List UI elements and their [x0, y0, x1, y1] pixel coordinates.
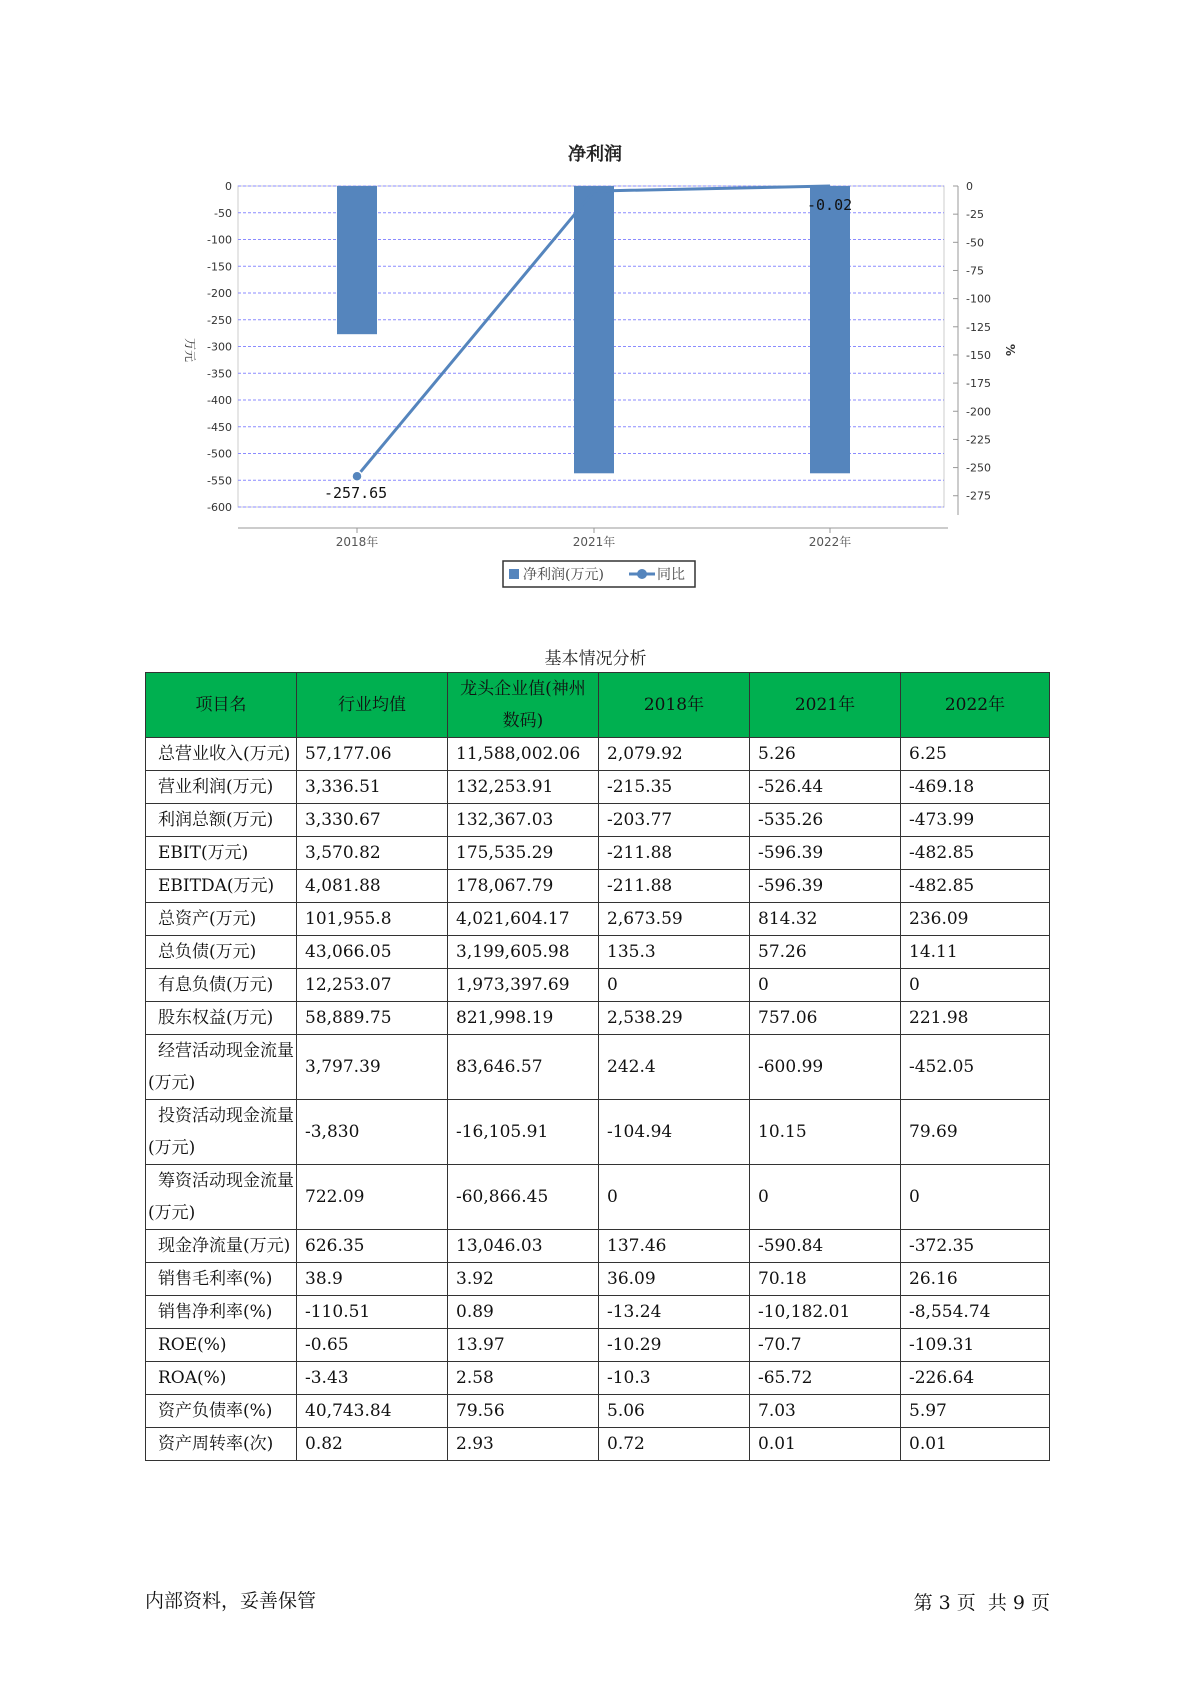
value-cell: 0.82: [297, 1428, 448, 1461]
value-cell: -372.35: [901, 1230, 1050, 1263]
header-cell: 2018年: [599, 673, 750, 738]
value-cell: 58,889.75: [297, 1002, 448, 1035]
table-row: [146, 969, 1050, 1002]
value-cell: 137.46: [599, 1230, 750, 1263]
row-label-cell: ROA(%): [146, 1362, 297, 1395]
legend-swatch-point: [637, 569, 647, 579]
value-cell: -600.99: [750, 1035, 901, 1100]
y-tick-label: -150: [207, 260, 232, 274]
table-row: [146, 738, 1050, 771]
value-cell: 6.25: [901, 738, 1050, 771]
value-cell: 132,367.03: [448, 804, 599, 837]
value-cell: -3.43: [297, 1362, 448, 1395]
header-cell: 项目名: [146, 673, 297, 738]
y-tick-label: -450: [207, 420, 232, 434]
value-cell: -226.64: [901, 1362, 1050, 1395]
value-cell: 7.03: [750, 1395, 901, 1428]
value-cell: -482.85: [901, 870, 1050, 903]
value-cell: -110.51: [297, 1296, 448, 1329]
value-cell: 2.58: [448, 1362, 599, 1395]
value-cell: -10.3: [599, 1362, 750, 1395]
value-cell: -60,866.45: [448, 1165, 599, 1230]
y2-tick-label: -25: [966, 208, 984, 222]
table-row: [146, 1165, 1050, 1230]
y-axis-label: 万元: [183, 337, 197, 363]
value-cell: -203.77: [599, 804, 750, 837]
row-label-cell: EBIT(万元): [146, 837, 297, 870]
header-cell: 2021年: [750, 673, 901, 738]
data-label: -257.65: [324, 484, 388, 502]
y-tick-label: -600: [207, 501, 232, 514]
value-cell: 242.4: [599, 1035, 750, 1100]
legend-swatch-bar: [509, 569, 519, 579]
row-label-cell: 利润总额(万元): [146, 804, 297, 837]
row-label-cell: 经营活动现金流量(万元): [146, 1035, 297, 1100]
row-label-cell: EBITDA(万元): [146, 870, 297, 903]
table-row: [146, 804, 1050, 837]
table-row: [146, 771, 1050, 804]
value-cell: 135.3: [599, 936, 750, 969]
y2-tick-label: -150: [966, 348, 991, 362]
value-cell: 236.09: [901, 903, 1050, 936]
value-cell: 0: [901, 1165, 1050, 1230]
value-cell: -535.26: [750, 804, 901, 837]
row-label-cell: 有息负债(万元): [146, 969, 297, 1002]
y-tick-label: -100: [207, 233, 232, 247]
value-cell: 13,046.03: [448, 1230, 599, 1263]
value-cell: 79.56: [448, 1395, 599, 1428]
table-row: [146, 1100, 1050, 1165]
value-cell: -65.72: [750, 1362, 901, 1395]
y-tick-label: -200: [207, 287, 232, 300]
value-cell: 38.9: [297, 1263, 448, 1296]
value-cell: 2,079.92: [599, 738, 750, 771]
row-label-cell: 现金净流量(万元): [146, 1230, 297, 1263]
value-cell: 12,253.07: [297, 969, 448, 1002]
bar-net-profit: [810, 186, 850, 473]
x-tick-label: 2022年: [808, 535, 852, 549]
value-cell: 5.97: [901, 1395, 1050, 1428]
value-cell: 26.16: [901, 1263, 1050, 1296]
table-caption: 基本情况分析: [544, 649, 647, 669]
value-cell: 40,743.84: [297, 1395, 448, 1428]
y2-tick-label: -125: [966, 320, 991, 334]
value-cell: 175,535.29: [448, 837, 599, 870]
table-row: [146, 870, 1050, 903]
y-tick-label: -300: [207, 340, 232, 354]
value-cell: -8,554.74: [901, 1296, 1050, 1329]
table-row: [146, 1362, 1050, 1395]
value-cell: -10.29: [599, 1329, 750, 1362]
value-cell: -596.39: [750, 837, 901, 870]
value-cell: 0: [750, 969, 901, 1002]
value-cell: 2,538.29: [599, 1002, 750, 1035]
bar-net-profit: [574, 186, 614, 473]
y2-tick-label: -175: [966, 377, 991, 391]
value-cell: 3.92: [448, 1263, 599, 1296]
value-cell: 83,646.57: [448, 1035, 599, 1100]
y-tick-label: -350: [207, 367, 232, 381]
value-cell: -469.18: [901, 771, 1050, 804]
value-cell: 2.93: [448, 1428, 599, 1461]
value-cell: -13.24: [599, 1296, 750, 1329]
y-tick-label: 0: [225, 180, 232, 193]
value-cell: 2,673.59: [599, 903, 750, 936]
bar-net-profit: [337, 186, 377, 334]
value-cell: -0.65: [297, 1329, 448, 1362]
value-cell: 11,588,002.06: [448, 738, 599, 771]
value-cell: 4,081.88: [297, 870, 448, 903]
row-label-cell: 资产负债率(%): [146, 1395, 297, 1428]
row-label-cell: ROE(%): [146, 1329, 297, 1362]
y2-tick-label: -250: [966, 461, 991, 475]
value-cell: 5.06: [599, 1395, 750, 1428]
y2-tick-label: -200: [966, 405, 991, 419]
row-label-cell: 资产周转率(次): [146, 1428, 297, 1461]
row-label-cell: 营业利润(万元): [146, 771, 297, 804]
line-point-yoy: [352, 471, 362, 481]
y2-tick-label: -275: [966, 489, 991, 503]
footer-page-number: 第 3 页 共 9 页: [913, 1592, 1050, 1614]
value-cell: 3,199,605.98: [448, 936, 599, 969]
header-cell: 行业均值: [297, 673, 448, 738]
value-cell: 814.32: [750, 903, 901, 936]
value-cell: 221.98: [901, 1002, 1050, 1035]
value-cell: 0: [901, 969, 1050, 1002]
y2-tick-label: -75: [966, 264, 984, 278]
value-cell: 101,955.8: [297, 903, 448, 936]
value-cell: 70.18: [750, 1263, 901, 1296]
data-label: -0.02: [807, 196, 853, 214]
chart-canvas: [0, 0, 1191, 600]
legend-label: 净利润(万元): [523, 567, 604, 583]
x-tick-label: 2021年: [572, 535, 616, 549]
value-cell: 1,973,397.69: [448, 969, 599, 1002]
value-cell: 626.35: [297, 1230, 448, 1263]
table-row: [146, 837, 1050, 870]
value-cell: -109.31: [901, 1329, 1050, 1362]
footer-confidential: 内部资料，妥善保管: [145, 1590, 317, 1612]
table-row: [146, 903, 1050, 936]
table-header-row: [146, 673, 1050, 738]
y-tick-label: -400: [207, 394, 232, 407]
value-cell: -452.05: [901, 1035, 1050, 1100]
table-row: [146, 1230, 1050, 1263]
row-label-cell: 总资产(万元): [146, 903, 297, 936]
value-cell: 3,336.51: [297, 771, 448, 804]
value-cell: 79.69: [901, 1100, 1050, 1165]
table-row: [146, 1035, 1050, 1100]
chart-title: 净利润: [568, 144, 622, 165]
value-cell: -3,830: [297, 1100, 448, 1165]
value-cell: 0.01: [901, 1428, 1050, 1461]
value-cell: -526.44: [750, 771, 901, 804]
table-row: [146, 1428, 1050, 1461]
row-label-cell: 筹资活动现金流量(万元): [146, 1165, 297, 1230]
row-label-cell: 股东权益(万元): [146, 1002, 297, 1035]
y2-tick-label: 0: [966, 180, 973, 193]
value-cell: -211.88: [599, 837, 750, 870]
y-tick-label: -550: [207, 474, 232, 488]
value-cell: -482.85: [901, 837, 1050, 870]
table-row: [146, 1329, 1050, 1362]
value-cell: 757.06: [750, 1002, 901, 1035]
value-cell: 3,570.82: [297, 837, 448, 870]
value-cell: 0.72: [599, 1428, 750, 1461]
table-row: [146, 936, 1050, 969]
value-cell: 10.15: [750, 1100, 901, 1165]
value-cell: 13.97: [448, 1329, 599, 1362]
value-cell: 3,330.67: [297, 804, 448, 837]
value-cell: -70.7: [750, 1329, 901, 1362]
y-tick-label: -500: [207, 447, 232, 461]
value-cell: 0: [599, 1165, 750, 1230]
value-cell: -596.39: [750, 870, 901, 903]
y2-tick-label: -100: [966, 292, 991, 306]
table-row: [146, 1296, 1050, 1329]
value-cell: -215.35: [599, 771, 750, 804]
value-cell: 0: [750, 1165, 901, 1230]
value-cell: -211.88: [599, 870, 750, 903]
value-cell: 3,797.39: [297, 1035, 448, 1100]
value-cell: 0: [599, 969, 750, 1002]
x-tick-label: 2018年: [335, 535, 379, 549]
value-cell: 722.09: [297, 1165, 448, 1230]
row-label-cell: 销售净利率(%): [146, 1296, 297, 1329]
y2-tick-label: -50: [966, 236, 984, 250]
y2-tick-label: -225: [966, 433, 991, 447]
value-cell: 5.26: [750, 738, 901, 771]
value-cell: 36.09: [599, 1263, 750, 1296]
value-cell: -104.94: [599, 1100, 750, 1165]
row-label-cell: 销售毛利率(%): [146, 1263, 297, 1296]
value-cell: 0.01: [750, 1428, 901, 1461]
value-cell: 821,998.19: [448, 1002, 599, 1035]
row-label-cell: 投资活动现金流量(万元): [146, 1100, 297, 1165]
value-cell: 57,177.06: [297, 738, 448, 771]
y-tick-label: -50: [214, 206, 232, 220]
value-cell: 57.26: [750, 936, 901, 969]
header-cell: 2022年: [901, 673, 1050, 738]
table-row: [146, 1002, 1050, 1035]
y-tick-label: -250: [207, 313, 232, 327]
header-cell: 龙头企业值(神州数码): [448, 673, 599, 738]
value-cell: 178,067.79: [448, 870, 599, 903]
value-cell: 14.11: [901, 936, 1050, 969]
value-cell: -590.84: [750, 1230, 901, 1263]
value-cell: 132,253.91: [448, 771, 599, 804]
net-profit-chart: [0, 0, 1191, 600]
table-row: [146, 1395, 1050, 1428]
legend-label: 同比: [657, 567, 685, 583]
value-cell: -16,105.91: [448, 1100, 599, 1165]
value-cell: -10,182.01: [750, 1296, 901, 1329]
value-cell: 43,066.05: [297, 936, 448, 969]
y2-axis-label: %: [1003, 343, 1017, 357]
value-cell: 4,021,604.17: [448, 903, 599, 936]
table-row: [146, 1263, 1050, 1296]
row-label-cell: 总营业收入(万元): [146, 738, 297, 771]
value-cell: 0.89: [448, 1296, 599, 1329]
value-cell: -473.99: [901, 804, 1050, 837]
basic-analysis-table: [145, 672, 1050, 1461]
row-label-cell: 总负债(万元): [146, 936, 297, 969]
